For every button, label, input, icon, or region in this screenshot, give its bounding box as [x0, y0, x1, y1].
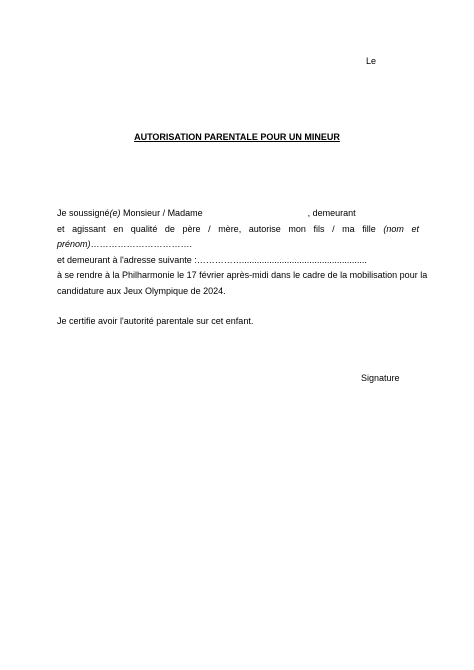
- declarant-gender-mark: (e): [109, 208, 121, 218]
- word: fille: [362, 224, 376, 234]
- word: mère,: [218, 224, 242, 234]
- child-name-line: [57, 239, 192, 250]
- word: qualité: [130, 224, 158, 234]
- word: autorise: [248, 224, 281, 234]
- word: (nom: [383, 224, 404, 234]
- address-line: et demeurant à l'adresse suivante :……………..................................................: [57, 255, 367, 265]
- declarant-prefix: Je soussigné: [57, 208, 110, 218]
- word: de: [164, 224, 175, 234]
- authorization-line: [57, 224, 419, 235]
- word: /: [332, 224, 335, 234]
- word: fils: [313, 224, 325, 234]
- word: /: [208, 224, 211, 234]
- child-name-label: prénom): [57, 239, 91, 249]
- certification-line: Je certifie avoir l'autorité parentale sur cet enfant.: [57, 316, 254, 326]
- word: en: [113, 224, 124, 234]
- word: agissant: [72, 224, 106, 234]
- signature-label: Signature: [361, 373, 400, 383]
- residence-label: , demeurant: [307, 208, 356, 218]
- word: et: [57, 224, 65, 234]
- word: et: [411, 224, 419, 234]
- declarant-title: Monsieur / Madame: [120, 208, 203, 218]
- purpose-line: à se rendre à la Philharmonie le 17 février après-midi dans le cadre de la mobilisation pour la: [57, 270, 428, 280]
- date-label: Le: [366, 56, 377, 66]
- word: père: [182, 224, 201, 234]
- word: ma: [342, 224, 355, 234]
- document-title: AUTORISATION PARENTALE POUR UN MINEUR: [134, 132, 340, 142]
- candidature-line: candidature aux Jeux Olympique de 2024.: [57, 286, 226, 296]
- declarant-line: [57, 208, 356, 219]
- word: mon: [288, 224, 306, 234]
- child-name-blank: …………………………….: [90, 239, 193, 249]
